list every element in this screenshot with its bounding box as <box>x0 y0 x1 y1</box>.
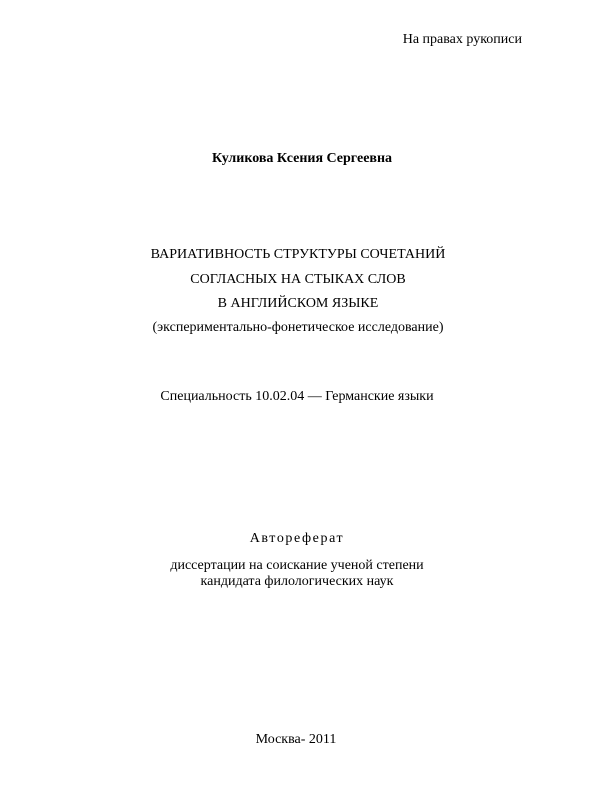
city-year: Москва- 2011 <box>255 732 337 747</box>
title-subtitle: (экспериментально-фонетическое исследование) <box>152 320 444 335</box>
manuscript-rights-note: На правах рукописи <box>402 32 522 47</box>
abstract-description-line-1: диссертации на соискание ученой степени <box>170 558 424 573</box>
author-name: Куликова Ксения Сергеевна <box>211 151 393 166</box>
title-line-1: ВАРИАТИВНОСТЬ СТРУКТУРЫ СОЧЕТАНИЙ <box>150 247 446 262</box>
title-line-2: СОГЛАСНЫХ НА СТЫКАХ СЛОВ <box>190 272 406 287</box>
specialty-line: Специальность 10.02.04 — Германские языки <box>160 389 434 404</box>
abstract-heading: Автореферат <box>249 531 345 546</box>
title-line-3: В АНГЛИЙСКОМ ЯЗЫКЕ <box>217 296 379 311</box>
abstract-description-line-2: кандидата филологических наук <box>200 574 394 589</box>
